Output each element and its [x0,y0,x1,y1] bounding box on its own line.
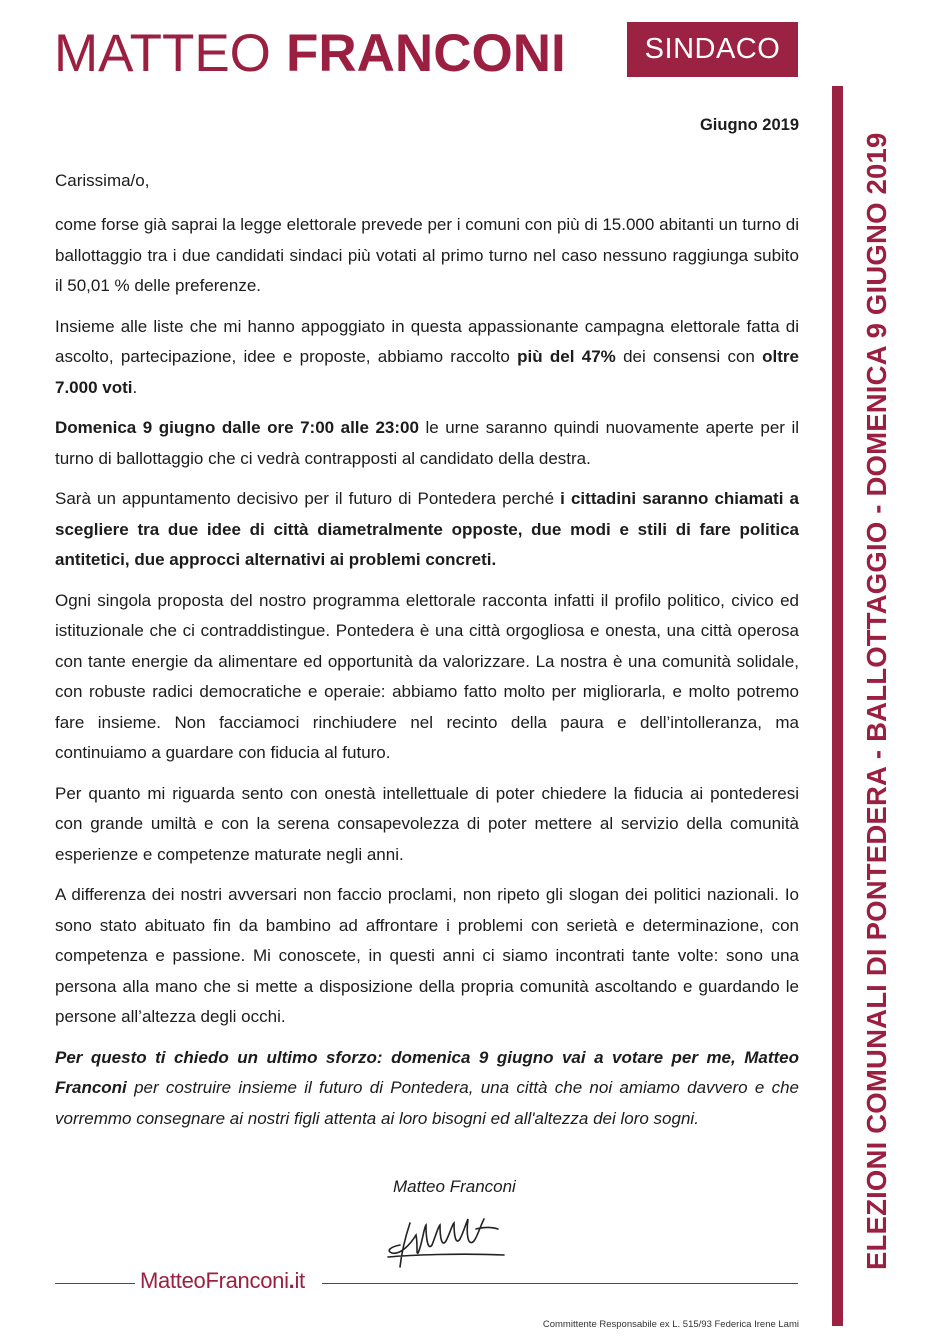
paragraph [55,413,799,474]
text: Sarà un appuntamento decisivo per il futuro di Pontedera perché [55,489,561,508]
text: Ogni singola proposta del nostro programma elettorale racconta infatti il profilo politico, civico ed istituzionale che ci contraddistingue. Pontedera è una città orgogliosa e onesta, una città operosa con tante energie da alimentare ed opportunità da valorizzare. La nostra è una comunità solidale, con robuste radici democratiche e operaie: abbiamo fatto molto per migliorarla, e molto potremo fare insieme. Non facciamoci rinchiudere nel recinto della paura e dell’intolleranza, ma continuiamo a guardare con fiducia al futuro. [55,590,799,762]
footer-rule-right [322,1283,798,1284]
election-side-banner: ELEZIONI COMUNALI DI PONTEDERA - BALLOTTAGGIO - DOMENICA 9 GIUGNO 2019 [861,132,892,1270]
letter-date: Giugno 2019 [699,116,799,134]
letterhead [54,22,804,84]
closing-appeal [55,1043,799,1135]
paragraph [55,880,799,1033]
website-dot: . [288,1268,295,1293]
paragraph [55,210,799,302]
paragraph [55,484,799,576]
text: le urne saranno quindi nuovamente aperte per il turno di ballottaggio che ci vedrà contrapposti al candidato della destra. [55,418,799,468]
greeting: Carissima/o, [55,171,150,190]
paragraph [55,779,799,871]
text: Insieme alle liste che mi hanno appoggiato in questa appassionante campagna elettorale fatta di ascolto, partecipazione, idee e proposte, abbiamo raccolto [55,316,799,366]
website-link[interactable] [140,1268,305,1294]
bold-text: oltre 7.000 voti [55,347,799,397]
text: dei consensi con [615,347,763,366]
text: A differenza dei nostri avversari non faccio proclami, non ripeto gli slogan dei politici nazionali. Io sono stato abituato fin da bambino ad affrontare i problemi con serietà e determinazione, con competenza e passione. Mi conoscete, in questi anni ci siamo incontrati tante volte: sono una persona alla mano che si mette a disposizione della propria comunità ascoltando e guardando le persone all’altezza degli occhi. [55,885,799,1026]
text: come forse già saprai la legge elettorale prevede per i comuni con più di 15.000 abitanti un turno di ballottaggio tra i due candidati sindaci più votati al primo turno nel caso nessuno raggiunga subito il 50,01 % delle preferenze. [55,215,799,295]
bold-text: i cittadini saranno chiamati a scegliere tra due idee di città diametralmente opposte, due modi e stili di fare politica antitetici, due approcci alternativi ai problemi concreti. [55,489,799,569]
footer-rule-left [55,1283,135,1284]
website-name: MatteoFranconi [140,1268,289,1293]
paragraph [55,312,799,404]
letter-body [55,210,799,1144]
candidate-first-name: MATTEO [54,24,271,83]
side-accent-bar [832,86,843,1326]
signature-name: Matteo Franconi [393,1177,516,1196]
text: . [132,377,138,397]
candidate-last-name: FRANCONI [286,24,566,83]
committee-notice: Committente Responsabile ex L. 515/93 Federica Irene Lami [542,1319,799,1330]
handwritten-signature [380,1205,510,1277]
paragraph [55,586,799,769]
bold-text: più del 47% [517,347,616,366]
website-tld: it [294,1268,305,1293]
text: Per quanto mi riguarda sento con onestà intellettuale di poter chiedere la fiducia ai pontederesi con grande umiltà e con la serena consapevolezza di poter mettere al servizio della comunità esperienze e competenze maturate negli anni. [55,783,799,864]
bold-text: Per questo ti chiedo un ultimo sforzo: domenica 9 giugno vai a votare per me, Matteo Franconi [55,1047,799,1097]
text: per costruire insieme il futuro di Pontedera, una città che noi amiamo davvero e che vorremmo consegnare ai nostri figli attenta ai loro bisogni ed all'altezza dei loro sogni. [55,1078,799,1128]
bold-text: Domenica 9 giugno dalle ore 7:00 alle 23:00 [55,418,419,437]
mayor-badge: SINDACO [627,22,798,77]
